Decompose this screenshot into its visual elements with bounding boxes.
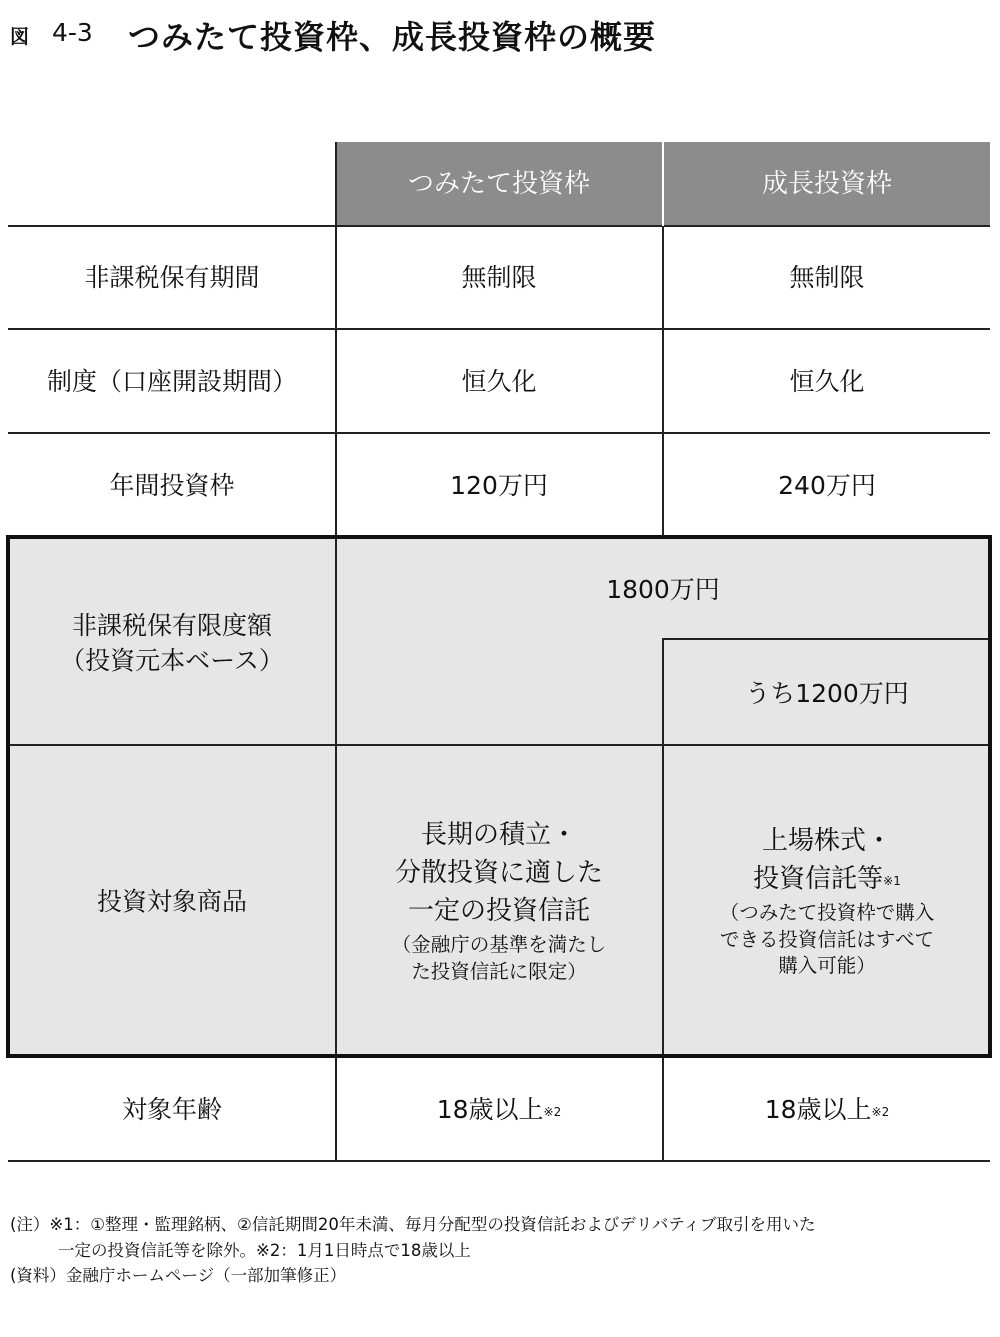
cell-system-seicho-text: 恒久化: [789, 367, 865, 396]
age-tsumitate-note-mark: ※2: [543, 1104, 562, 1119]
row-label-system: [8, 330, 336, 433]
row-label-products-text: 投資対象商品: [96, 886, 247, 916]
rule-line: [8, 1160, 990, 1162]
highlight-border: [6, 535, 992, 1058]
products-seicho-line1: 上場株式・: [761, 825, 892, 856]
row-label-age: [8, 1058, 336, 1160]
rule-line: [8, 432, 990, 434]
cell-annual-tsumitate: [336, 434, 662, 537]
row-label-period: [8, 226, 336, 329]
products-seicho-note-line2: できる投資信託はすべて: [719, 927, 935, 951]
cell-period-tsumitate: [336, 226, 662, 329]
row-label-limit-line1: 非課税保有限度額: [71, 611, 272, 640]
rule-line: [662, 226, 664, 538]
footnotes: [10, 1212, 816, 1289]
cell-age-seicho-text: 18歳以上: [764, 1094, 872, 1124]
products-tsumitate-note-line1: （金融庁の基準を満たし: [391, 933, 607, 957]
cell-age-seicho-wrap: [765, 1092, 890, 1127]
footnote-line1: (注）※1：①整理・監理銘柄、②信託期間20年未満、毎月分配型の投資信託およびデリバティブ取引を用いた: [10, 1215, 816, 1234]
cell-age-tsumitate-wrap: [437, 1092, 562, 1127]
cell-age-tsumitate: [336, 1058, 662, 1160]
cell-age-seicho: [664, 1058, 990, 1160]
figure-number: 4-3: [52, 18, 93, 47]
row-label-age-text: 対象年齢: [121, 1094, 222, 1124]
products-seicho-note-line1: （つみたて投資枠で購入: [719, 901, 935, 925]
rule-line: [8, 225, 990, 227]
row-label-limit-line2: （投資元本ベース）: [60, 646, 284, 675]
products-tsumitate-note-line2: た投資信託に限定）: [411, 959, 587, 983]
cell-annual-seicho: [664, 434, 990, 537]
header-tsumitate: [336, 142, 662, 226]
header-seicho-label: 成長投資枠: [761, 168, 892, 199]
row-label-annual: [8, 434, 336, 537]
cell-limit-seicho-text: うち1200万円: [745, 679, 909, 708]
products-seicho-note-line3: 購入可能）: [778, 953, 876, 977]
footnote-line2: 一定の投資信託等を除外。※2：1月1日時点で18歳以上: [58, 1240, 471, 1260]
rule-line: [8, 328, 990, 330]
cell-system-tsumitate: [336, 330, 662, 433]
row-label-system-text: 制度（口座開設期間）: [46, 367, 297, 396]
cell-period-seicho: [664, 226, 990, 329]
cell-age-tsumitate-text: 18歳以上: [436, 1094, 544, 1124]
products-tsumitate-line2: 分散投資に適した: [394, 857, 603, 888]
cell-annual-tsumitate-text: 120万円: [450, 471, 548, 500]
cell-limit-total-text: 1800万円: [606, 575, 720, 604]
cell-period-tsumitate-text: 無制限: [461, 263, 537, 292]
products-seicho-note-mark: ※1: [883, 873, 901, 888]
figure-heading: つみたて投資枠、成長投資枠の概要: [128, 18, 657, 56]
cell-system-seicho: [664, 330, 990, 433]
products-tsumitate-line1: 長期の積立・: [420, 820, 577, 851]
age-seicho-note-mark: ※2: [871, 1104, 890, 1119]
cell-annual-seicho-text: 240万円: [778, 471, 876, 500]
products-seicho-line2: 投資信託等: [753, 863, 884, 894]
cell-system-tsumitate-text: 恒久化: [461, 367, 537, 396]
products-tsumitate-line3: 一定の投資信託: [407, 895, 590, 926]
header-tsumitate-label: つみたて投資枠: [407, 168, 590, 199]
figure-label: 図: [10, 26, 30, 48]
header-seicho: [664, 142, 990, 226]
row-label-annual-text: 年間投資枠: [109, 471, 235, 500]
footnote-source: (資料）金融庁ホームページ（一部加筆修正）: [10, 1266, 347, 1286]
row-label-period-text: 非課税保有期間: [84, 263, 260, 292]
header-divider: [662, 142, 664, 226]
cell-period-seicho-text: 無制限: [789, 263, 865, 292]
